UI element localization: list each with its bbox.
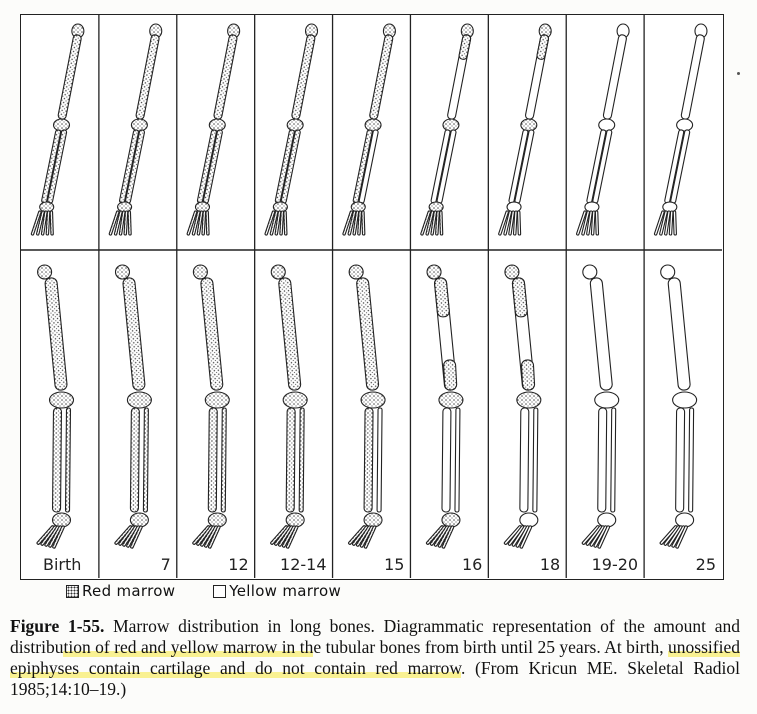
fibula (689, 408, 694, 512)
caption-text-3: . (From Kricun ME. Skeletal Radiol 1985;14:10–19.) (10, 658, 741, 699)
femoral-head (38, 265, 52, 279)
humerus (58, 34, 82, 120)
ankle-bones (676, 513, 694, 527)
elbow-joint (443, 119, 459, 131)
femur (668, 277, 691, 390)
caption-text-1: Marrow distribution in long bones. Diagrammatic representation of the amount and distribu (10, 616, 740, 657)
tibia (676, 408, 685, 512)
humerus (369, 34, 393, 120)
femur (200, 277, 223, 390)
humerus (603, 34, 627, 120)
tibia (208, 408, 217, 512)
red-marrow-swatch-icon (66, 585, 79, 598)
finger-bone (440, 211, 443, 235)
femoral-head (271, 265, 285, 279)
leg-figure (582, 265, 619, 549)
humerus (681, 34, 705, 120)
femoral-head (583, 265, 597, 279)
arm-figure (187, 24, 240, 235)
leg-figure (114, 265, 151, 549)
femur-proximal-marrow (512, 277, 528, 317)
fibula (221, 408, 226, 512)
knee-joint (205, 392, 229, 408)
leg-figure (660, 265, 697, 549)
fibula (377, 408, 382, 512)
femur (278, 277, 301, 390)
tibia (53, 408, 62, 512)
age-label: 12 (228, 555, 249, 574)
tibia (286, 408, 295, 512)
elbow-joint (209, 119, 225, 131)
bone-diagram (21, 15, 722, 578)
age-label: 18 (539, 555, 561, 574)
leg-figure (426, 265, 463, 549)
leg-figure (192, 265, 229, 549)
leg-figure (270, 265, 307, 549)
elbow-joint (365, 119, 381, 131)
marrow-figure (20, 14, 724, 580)
finger-bone (517, 211, 520, 235)
femur (356, 277, 379, 390)
ankle-bones (520, 513, 538, 527)
elbow-joint (54, 119, 70, 131)
finger-bone (50, 211, 53, 235)
elbow-joint (131, 119, 147, 131)
legend-yellow (213, 582, 341, 600)
arm-figure (109, 24, 162, 235)
ankle-bones (130, 513, 148, 527)
knee-joint (50, 392, 74, 408)
knee-joint (439, 392, 463, 408)
femur (590, 277, 613, 390)
age-label: 12-14 (280, 555, 327, 574)
knee-joint (517, 392, 541, 408)
femoral-head (115, 265, 129, 279)
knee-joint (361, 392, 385, 408)
legend-red (66, 582, 175, 600)
knee-joint (283, 392, 307, 408)
femoral-head (193, 265, 207, 279)
age-label: 7 (160, 555, 171, 574)
finger-bone (284, 211, 287, 235)
ankle-bones (442, 513, 460, 527)
finger-bone (206, 211, 209, 235)
femoral-head (427, 265, 441, 279)
ankle-bones (364, 513, 382, 527)
humerus (135, 34, 159, 120)
age-label: Birth (43, 555, 82, 574)
humerus (213, 34, 237, 120)
age-label: 25 (695, 555, 716, 574)
ankle-bones (53, 513, 71, 527)
fibula (533, 408, 538, 512)
arm-figure (31, 24, 84, 235)
elbow-joint (521, 119, 537, 131)
knee-joint (595, 392, 619, 408)
femur-distal-marrow (521, 360, 535, 391)
legend-red-label: Red marrow (82, 582, 176, 600)
knee-joint (673, 392, 697, 408)
age-label: 16 (461, 555, 483, 574)
caption-highlight-2: unossified epiphyses contain cartilage and do not contain red marrow (10, 637, 740, 678)
finger-bone (595, 211, 598, 235)
tibia (598, 408, 607, 512)
ankle-bones (208, 513, 226, 527)
femoral-head (661, 265, 675, 279)
elbow-joint (599, 119, 615, 131)
age-label: 15 (384, 555, 405, 574)
femoral-head (505, 265, 519, 279)
finger-bone (673, 211, 676, 235)
fibula (299, 408, 304, 512)
elbow-joint (287, 119, 303, 131)
arm-figure (498, 24, 551, 235)
edge-mark (737, 72, 740, 75)
arm-figure (420, 24, 473, 235)
caption-highlight-1: tion of red and yellow marrow in th (63, 637, 314, 657)
humerus-proximal-marrow (536, 34, 549, 60)
femur-proximal-marrow (434, 277, 450, 317)
figure-caption (10, 616, 740, 700)
fibula (143, 408, 148, 512)
arm-figure (265, 24, 318, 235)
leg-figure (348, 265, 385, 549)
femur (123, 277, 146, 390)
leg-figure (37, 265, 74, 549)
finger-bone (362, 211, 365, 235)
femoral-head (349, 265, 363, 279)
fibula (611, 408, 616, 512)
tibia (520, 408, 529, 512)
femur-distal-marrow (443, 360, 457, 391)
arm-figure (576, 24, 629, 235)
fibula (66, 408, 71, 512)
caption-text-2: e tubular bones from birth until 25 years. At birth, (313, 637, 669, 657)
legend-yellow-label: Yellow marrow (229, 582, 342, 600)
knee-joint (127, 392, 151, 408)
tibia (364, 408, 373, 512)
tibia (130, 408, 139, 512)
legend (66, 580, 341, 602)
humerus (291, 34, 315, 120)
elbow-joint (677, 119, 693, 131)
finger-bone (128, 211, 131, 235)
ankle-bones (286, 513, 304, 527)
caption-label: Figure 1-55. (10, 616, 105, 636)
leg-figure (504, 265, 541, 549)
humerus-proximal-marrow (458, 34, 471, 60)
tibia (442, 408, 451, 512)
yellow-marrow-swatch-icon (213, 585, 226, 598)
arm-figure (343, 24, 396, 235)
age-label: 19-20 (591, 555, 639, 574)
femur (45, 277, 68, 390)
fibula (455, 408, 460, 512)
arm-figure (654, 24, 707, 235)
ankle-bones (598, 513, 616, 527)
